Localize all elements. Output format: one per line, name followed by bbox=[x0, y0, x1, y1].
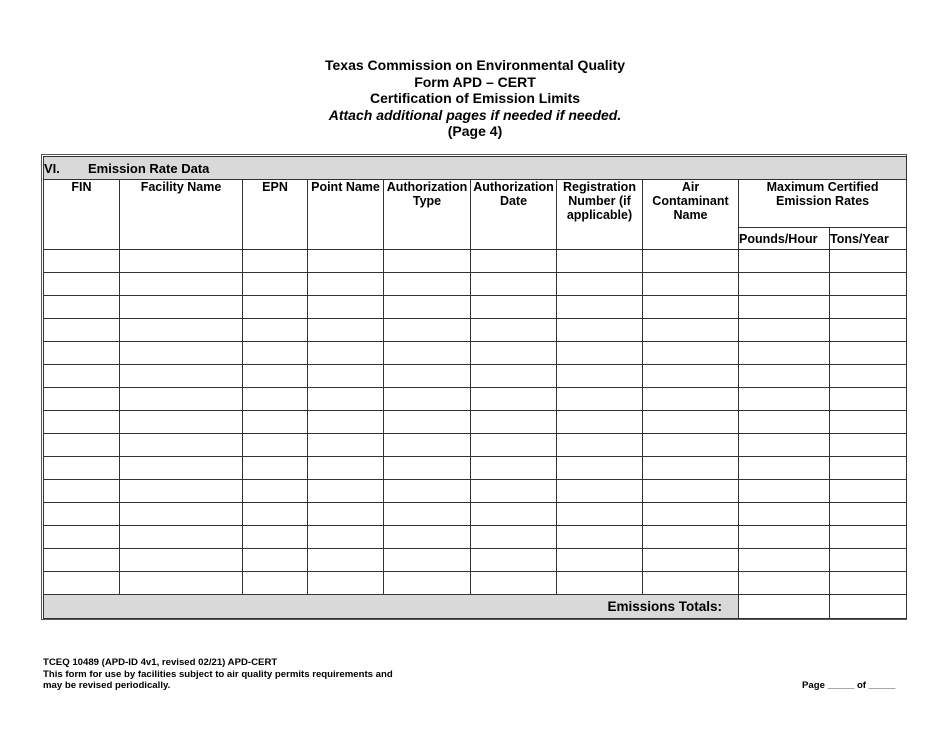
facility-name-cell[interactable] bbox=[120, 434, 243, 457]
registration-number-cell[interactable] bbox=[557, 365, 643, 388]
fin-cell[interactable] bbox=[44, 526, 120, 549]
facility-name-cell[interactable] bbox=[120, 296, 243, 319]
facility-name-cell[interactable] bbox=[120, 411, 243, 434]
fin-cell[interactable] bbox=[44, 549, 120, 572]
pounds-hour-cell[interactable] bbox=[739, 365, 830, 388]
pounds-hour-cell[interactable] bbox=[739, 296, 830, 319]
air-contaminant-name-cell[interactable] bbox=[643, 296, 739, 319]
registration-number-cell[interactable] bbox=[557, 250, 643, 273]
air-contaminant-name-cell[interactable] bbox=[643, 319, 739, 342]
form-title: Certification of Emission Limits bbox=[369, 90, 581, 106]
pounds-hour-cell[interactable] bbox=[739, 319, 830, 342]
form-header bbox=[0, 57, 950, 140]
tons-year-cell[interactable] bbox=[830, 365, 907, 388]
col-air-contaminant-name: Air Contaminant Name bbox=[643, 180, 739, 250]
tons-year-cell[interactable] bbox=[830, 434, 907, 457]
tons-year-cell[interactable] bbox=[830, 273, 907, 296]
point-name-cell[interactable] bbox=[308, 480, 384, 503]
col-authorization-date: Authorization Date bbox=[471, 180, 557, 250]
column-header-row bbox=[44, 180, 907, 228]
table-row bbox=[44, 250, 907, 273]
facility-name-cell[interactable] bbox=[120, 526, 243, 549]
pounds-hour-cell[interactable] bbox=[739, 250, 830, 273]
point-name-cell[interactable] bbox=[308, 250, 384, 273]
facility-name-cell[interactable] bbox=[120, 549, 243, 572]
facility-name-cell[interactable] bbox=[120, 572, 243, 595]
authorization-date-cell[interactable] bbox=[471, 549, 557, 572]
point-name-cell[interactable] bbox=[308, 365, 384, 388]
point-name-cell[interactable] bbox=[308, 503, 384, 526]
authorization-date-cell[interactable] bbox=[471, 526, 557, 549]
fin-cell[interactable] bbox=[44, 457, 120, 480]
air-contaminant-name-cell[interactable] bbox=[643, 549, 739, 572]
point-name-cell[interactable] bbox=[308, 319, 384, 342]
table-row bbox=[44, 388, 907, 411]
attach-instruction: Attach additional pages if needed if needed. bbox=[328, 106, 622, 123]
tons-year-cell[interactable] bbox=[830, 549, 907, 572]
fin-cell[interactable] bbox=[44, 365, 120, 388]
total-pounds-hour-field[interactable] bbox=[739, 595, 830, 619]
table-row bbox=[44, 342, 907, 365]
fin-cell[interactable] bbox=[44, 342, 120, 365]
authorization-type-cell[interactable] bbox=[384, 457, 471, 480]
point-name-cell[interactable] bbox=[308, 457, 384, 480]
point-name-cell[interactable] bbox=[308, 549, 384, 572]
totals-row bbox=[44, 595, 907, 619]
facility-name-cell[interactable] bbox=[120, 457, 243, 480]
table-row bbox=[44, 549, 907, 572]
registration-number-cell[interactable] bbox=[557, 572, 643, 595]
air-contaminant-name-cell[interactable] bbox=[643, 434, 739, 457]
tons-year-cell[interactable] bbox=[830, 503, 907, 526]
authorization-type-cell[interactable] bbox=[384, 480, 471, 503]
page-label: (Page 4) bbox=[447, 123, 503, 139]
col-pounds-hour: Pounds/Hour bbox=[739, 228, 830, 250]
authorization-type-cell[interactable] bbox=[384, 273, 471, 296]
section-header-row bbox=[44, 157, 907, 180]
table-row bbox=[44, 503, 907, 526]
air-contaminant-name-cell[interactable] bbox=[643, 480, 739, 503]
total-tons-year-field[interactable] bbox=[830, 595, 907, 619]
pounds-hour-cell[interactable] bbox=[739, 434, 830, 457]
point-name-cell[interactable] bbox=[308, 342, 384, 365]
authorization-type-cell[interactable] bbox=[384, 342, 471, 365]
section-header bbox=[44, 157, 907, 180]
epn-cell[interactable] bbox=[243, 526, 308, 549]
registration-number-cell[interactable] bbox=[557, 296, 643, 319]
table-row bbox=[44, 319, 907, 342]
tons-year-cell[interactable] bbox=[830, 411, 907, 434]
authorization-date-cell[interactable] bbox=[471, 250, 557, 273]
facility-name-cell[interactable] bbox=[120, 503, 243, 526]
air-contaminant-name-cell[interactable] bbox=[643, 457, 739, 480]
authorization-date-cell[interactable] bbox=[471, 273, 557, 296]
epn-cell[interactable] bbox=[243, 411, 308, 434]
facility-name-cell[interactable] bbox=[120, 273, 243, 296]
epn-cell[interactable] bbox=[243, 319, 308, 342]
epn-cell[interactable] bbox=[243, 572, 308, 595]
authorization-type-cell[interactable] bbox=[384, 549, 471, 572]
air-contaminant-name-cell[interactable] bbox=[643, 572, 739, 595]
tons-year-cell[interactable] bbox=[830, 296, 907, 319]
section-number: VI. bbox=[44, 160, 60, 176]
facility-name-cell[interactable] bbox=[120, 342, 243, 365]
facility-name-cell[interactable] bbox=[120, 250, 243, 273]
authorization-date-cell[interactable] bbox=[471, 296, 557, 319]
registration-number-cell[interactable] bbox=[557, 319, 643, 342]
fin-cell[interactable] bbox=[44, 503, 120, 526]
col-epn: EPN bbox=[243, 180, 308, 250]
fin-cell[interactable] bbox=[44, 319, 120, 342]
fin-cell[interactable] bbox=[44, 388, 120, 411]
table-row bbox=[44, 480, 907, 503]
air-contaminant-name-cell[interactable] bbox=[643, 365, 739, 388]
col-tons-year: Tons/Year bbox=[830, 228, 907, 250]
air-contaminant-name-cell[interactable] bbox=[643, 503, 739, 526]
authorization-date-cell[interactable] bbox=[471, 342, 557, 365]
registration-number-cell[interactable] bbox=[557, 388, 643, 411]
emission-rate-table bbox=[43, 156, 907, 619]
table-row bbox=[44, 365, 907, 388]
pounds-hour-cell[interactable] bbox=[739, 411, 830, 434]
pounds-hour-cell[interactable] bbox=[739, 457, 830, 480]
col-registration-number: Registration Number (if applicable) bbox=[557, 180, 643, 250]
fin-cell[interactable] bbox=[44, 296, 120, 319]
epn-cell[interactable] bbox=[243, 503, 308, 526]
pounds-hour-cell[interactable] bbox=[739, 572, 830, 595]
air-contaminant-name-cell[interactable] bbox=[643, 411, 739, 434]
epn-cell[interactable] bbox=[243, 342, 308, 365]
pounds-hour-cell[interactable] bbox=[739, 342, 830, 365]
point-name-cell[interactable] bbox=[308, 434, 384, 457]
facility-name-cell[interactable] bbox=[120, 319, 243, 342]
authorization-date-cell[interactable] bbox=[471, 503, 557, 526]
registration-number-cell[interactable] bbox=[557, 411, 643, 434]
tons-year-cell[interactable] bbox=[830, 319, 907, 342]
col-authorization-type: Authorization Type bbox=[384, 180, 471, 250]
air-contaminant-name-cell[interactable] bbox=[643, 526, 739, 549]
epn-cell[interactable] bbox=[243, 296, 308, 319]
point-name-cell[interactable] bbox=[308, 388, 384, 411]
authorization-date-cell[interactable] bbox=[471, 480, 557, 503]
agency-name: Texas Commission on Environmental Quality bbox=[324, 57, 626, 73]
pounds-hour-cell[interactable] bbox=[739, 549, 830, 572]
air-contaminant-name-cell[interactable] bbox=[643, 342, 739, 365]
authorization-type-cell[interactable] bbox=[384, 365, 471, 388]
authorization-type-cell[interactable] bbox=[384, 572, 471, 595]
registration-number-cell[interactable] bbox=[557, 457, 643, 480]
tons-year-cell[interactable] bbox=[830, 342, 907, 365]
fin-cell[interactable] bbox=[44, 411, 120, 434]
table-row bbox=[44, 434, 907, 457]
epn-cell[interactable] bbox=[243, 457, 308, 480]
epn-cell[interactable] bbox=[243, 480, 308, 503]
facility-name-cell[interactable] bbox=[120, 388, 243, 411]
authorization-type-cell[interactable] bbox=[384, 411, 471, 434]
pounds-hour-cell[interactable] bbox=[739, 388, 830, 411]
registration-number-cell[interactable] bbox=[557, 549, 643, 572]
col-fin: FIN bbox=[44, 180, 120, 250]
pounds-hour-cell[interactable] bbox=[739, 526, 830, 549]
pounds-hour-cell[interactable] bbox=[739, 503, 830, 526]
epn-cell[interactable] bbox=[243, 273, 308, 296]
col-max-certified-rates: Maximum Certified Emission Rates bbox=[739, 180, 907, 228]
authorization-type-cell[interactable] bbox=[384, 296, 471, 319]
authorization-date-cell[interactable] bbox=[471, 434, 557, 457]
pounds-hour-cell[interactable] bbox=[739, 480, 830, 503]
authorization-type-cell[interactable] bbox=[384, 434, 471, 457]
point-name-cell[interactable] bbox=[308, 526, 384, 549]
fin-cell[interactable] bbox=[44, 572, 120, 595]
epn-cell[interactable] bbox=[243, 250, 308, 273]
table-row bbox=[44, 273, 907, 296]
footer-notice bbox=[43, 657, 393, 692]
col-facility-name: Facility Name bbox=[120, 180, 243, 250]
col-point-name: Point Name bbox=[308, 180, 384, 250]
notice-line-1: This form for use by facilities subject to air quality permits requirements and bbox=[43, 668, 393, 680]
tons-year-cell[interactable] bbox=[830, 250, 907, 273]
table-row bbox=[44, 296, 907, 319]
point-name-cell[interactable] bbox=[308, 296, 384, 319]
registration-number-cell[interactable] bbox=[557, 503, 643, 526]
authorization-date-cell[interactable] bbox=[471, 572, 557, 595]
table-row bbox=[44, 572, 907, 595]
table-row bbox=[44, 411, 907, 434]
fin-cell[interactable] bbox=[44, 273, 120, 296]
epn-cell[interactable] bbox=[243, 365, 308, 388]
fin-cell[interactable] bbox=[44, 480, 120, 503]
table-row bbox=[44, 457, 907, 480]
authorization-type-cell[interactable] bbox=[384, 388, 471, 411]
air-contaminant-name-cell[interactable] bbox=[643, 273, 739, 296]
tons-year-cell[interactable] bbox=[830, 526, 907, 549]
authorization-date-cell[interactable] bbox=[471, 411, 557, 434]
section-title: Emission Rate Data bbox=[88, 160, 210, 176]
authorization-date-cell[interactable] bbox=[471, 319, 557, 342]
tons-year-cell[interactable] bbox=[830, 480, 907, 503]
authorization-date-cell[interactable] bbox=[471, 457, 557, 480]
epn-cell[interactable] bbox=[243, 549, 308, 572]
air-contaminant-name-cell[interactable] bbox=[643, 250, 739, 273]
point-name-cell[interactable] bbox=[308, 273, 384, 296]
point-name-cell[interactable] bbox=[308, 411, 384, 434]
registration-number-cell[interactable] bbox=[557, 342, 643, 365]
authorization-type-cell[interactable] bbox=[384, 250, 471, 273]
registration-number-cell[interactable] bbox=[557, 273, 643, 296]
tons-year-cell[interactable] bbox=[830, 388, 907, 411]
epn-cell[interactable] bbox=[243, 434, 308, 457]
tons-year-cell[interactable] bbox=[830, 457, 907, 480]
air-contaminant-name-cell[interactable] bbox=[643, 388, 739, 411]
pounds-hour-cell[interactable] bbox=[739, 273, 830, 296]
authorization-type-cell[interactable] bbox=[384, 503, 471, 526]
notice-line-2: may be revised periodically. bbox=[43, 680, 171, 691]
emissions-totals-label: Emissions Totals: bbox=[44, 595, 739, 619]
authorization-type-cell[interactable] bbox=[384, 526, 471, 549]
fin-cell[interactable] bbox=[44, 250, 120, 273]
authorization-date-cell[interactable] bbox=[471, 388, 557, 411]
facility-name-cell[interactable] bbox=[120, 365, 243, 388]
fin-cell[interactable] bbox=[44, 434, 120, 457]
registration-number-cell[interactable] bbox=[557, 480, 643, 503]
form-number: TCEQ 10489 (APD-ID 4v1, revised 02/21) APD-CERT bbox=[43, 657, 278, 668]
authorization-type-cell[interactable] bbox=[384, 319, 471, 342]
authorization-date-cell[interactable] bbox=[471, 365, 557, 388]
form-id: Form APD – CERT bbox=[414, 73, 536, 90]
facility-name-cell[interactable] bbox=[120, 480, 243, 503]
point-name-cell[interactable] bbox=[308, 572, 384, 595]
registration-number-cell[interactable] bbox=[557, 526, 643, 549]
registration-number-cell[interactable] bbox=[557, 434, 643, 457]
data-rows bbox=[44, 250, 907, 595]
epn-cell[interactable] bbox=[243, 388, 308, 411]
page-of-field[interactable]: Page _____ of _____ bbox=[802, 680, 896, 691]
tons-year-cell[interactable] bbox=[830, 572, 907, 595]
table-row bbox=[44, 526, 907, 549]
